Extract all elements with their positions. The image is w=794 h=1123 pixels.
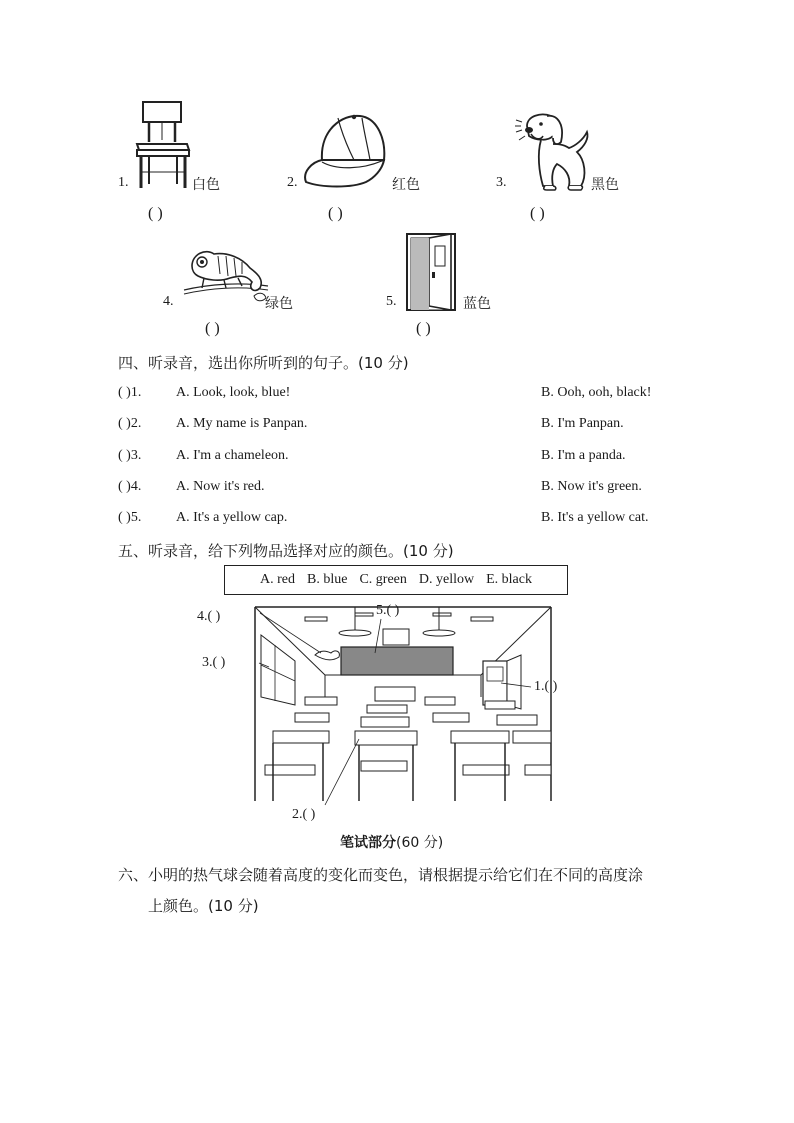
option-blue: B. blue	[307, 572, 348, 587]
classroom-label-2[interactable]: 2.( )	[292, 807, 316, 822]
classroom-label-4[interactable]: 4.( )	[197, 609, 221, 624]
question-5-option-a: A. It's a yellow cap.	[176, 510, 288, 525]
question-2-option-b: B. I'm Panpan.	[541, 416, 624, 431]
dog-illustration	[513, 110, 593, 192]
section5-heading: 五、听录音，给下列物品选择对应的颜色。(10 分)	[118, 542, 454, 560]
classroom-label-3[interactable]: 3.( )	[202, 655, 226, 670]
question-3-option-a: A. I'm a chameleon.	[176, 448, 289, 463]
color-options-box	[224, 565, 568, 595]
chair-illustration	[135, 100, 193, 190]
color-label-3: 黑色	[591, 177, 619, 193]
item-number-2: 2.	[287, 175, 298, 190]
color-label-2: 红色	[392, 177, 420, 193]
item-number-4: 4.	[163, 294, 174, 309]
question-3-option-b: B. I'm a panda.	[541, 448, 626, 463]
question-1-option-b: B. Ooh, ooh, black!	[541, 385, 652, 400]
question-5-option-b: B. It's a yellow cat.	[541, 510, 649, 525]
question-4-number[interactable]: ( )4.	[118, 479, 142, 494]
option-yellow: D. yellow	[418, 572, 475, 587]
door-illustration	[405, 232, 459, 312]
question-5-number[interactable]: ( )5.	[118, 510, 142, 525]
written-part-label: 笔试部分	[340, 835, 396, 851]
option-green: C. green	[359, 572, 407, 587]
item-number-1: 1.	[118, 175, 129, 190]
cap-illustration	[302, 110, 388, 190]
answer-blank-3[interactable]: ( )	[530, 205, 545, 222]
option-black: E. black	[486, 572, 532, 587]
answer-blank-4[interactable]: ( )	[205, 320, 220, 337]
color-label-4: 绿色	[265, 296, 293, 312]
answer-blank-5[interactable]: ( )	[416, 320, 431, 337]
question-4-option-a: A. Now it's red.	[176, 479, 265, 494]
section6-heading-line2: 上颜色。(10 分)	[148, 897, 259, 915]
color-label-1: 白色	[192, 177, 220, 193]
written-part-title	[340, 832, 443, 852]
item-number-3: 3.	[496, 175, 507, 190]
chameleon-illustration	[180, 244, 270, 304]
question-1-option-a: A. Look, look, blue!	[176, 385, 291, 400]
section6-heading-line1: 六、小明的热气球会随着高度的变化而变色，请根据提示给它们在不同的高度涂	[118, 866, 644, 884]
option-red: A. red	[260, 572, 295, 587]
color-label-5: 蓝色	[463, 296, 491, 312]
classroom-illustration	[255, 605, 551, 805]
question-4-option-b: B. Now it's green.	[541, 479, 642, 494]
answer-blank-2[interactable]: ( )	[328, 205, 343, 222]
question-3-number[interactable]: ( )3.	[118, 448, 142, 463]
question-2-number[interactable]: ( )2.	[118, 416, 142, 431]
classroom-label-5[interactable]: 5.( )	[376, 603, 400, 618]
item-number-5: 5.	[386, 294, 397, 309]
classroom-label-1[interactable]: 1.( )	[534, 679, 558, 694]
section4-heading: 四、听录音，选出你所听到的句子。(10 分)	[118, 354, 409, 372]
question-2-option-a: A. My name is Panpan.	[176, 416, 308, 431]
written-part-score: (60 分)	[396, 835, 444, 851]
answer-blank-1[interactable]: ( )	[148, 205, 163, 222]
question-1-number[interactable]: ( )1.	[118, 385, 142, 400]
